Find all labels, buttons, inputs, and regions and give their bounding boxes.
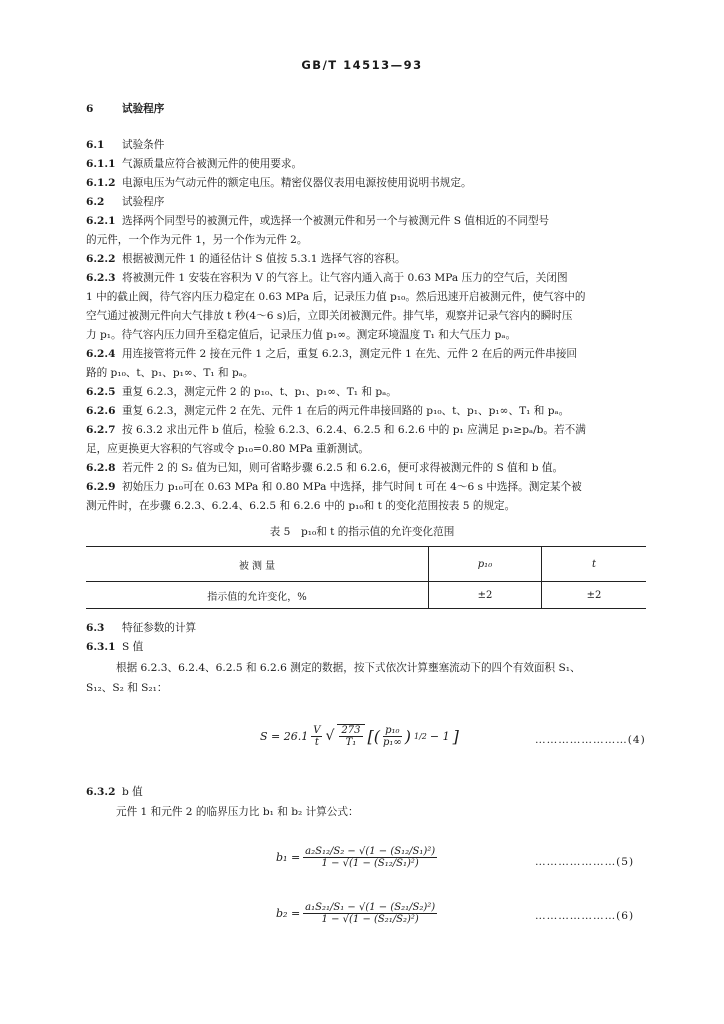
text-line	[86, 156, 648, 172]
clause-number: 6.2.8	[86, 462, 116, 474]
clause-text: 的元件，一个作为元件 1，另一个作为元件 2。	[86, 234, 308, 246]
clause-text: 空气通过被测元件向大气排放 t 秒(4～6 s)后，立即关闭被测元件。排气毕，观察并记录气容内的瞬时压	[86, 310, 573, 322]
text-line	[86, 680, 648, 696]
clause-text: 按 6.3.2 求出元件 b 值后，检验 6.2.3、6.2.4、6.2.5 和 6.2.6 中的 p₁ 应满足 p₁≥pₐ/b。若不满	[122, 424, 586, 436]
clause-text: 试验程序	[122, 196, 165, 208]
clause-text: 气源质量应符合被测元件的使用要求。	[122, 158, 303, 170]
clause-text: b 值	[122, 786, 143, 798]
clause-number: 6.2.2	[86, 253, 116, 265]
tolerance-table	[86, 546, 646, 609]
clause-text: S₁₂、S₂ 和 S₂₁：	[86, 682, 168, 694]
text-line	[86, 620, 648, 636]
clause-text: 若元件 2 的 S₂ 值为已知，则可省略步骤 6.2.5 和 6.2.6，便可求得被测元件的 S 值和 b 值。	[122, 462, 564, 474]
clause-number: 6.1.1	[86, 158, 116, 170]
text-line	[86, 384, 648, 400]
formula-5: b₁ = $\frac{\text{a₂S₁₂/S₂ − √(1 − (S₁₂/S₁)²)}}{\text{1 − √(1 − (S₁₂/S₁)²)}}$	[276, 846, 436, 869]
clause-number: 6.2.1	[86, 215, 116, 227]
clause-text: 选择两个同型号的被测元件，或选择一个被测元件和另一个与被测元件 S 值相近的不同型号	[122, 215, 550, 227]
text-line	[86, 232, 648, 248]
clause-number: 6.2.6	[86, 405, 116, 417]
text-line	[86, 251, 648, 267]
clause-number: 6.2.5	[86, 386, 116, 398]
clause-text: 根据 6.2.3、6.2.4、6.2.5 和 6.2.6 测定的数据，按下式依次计算壅塞流动下的四个有效面积 S₁、	[116, 662, 581, 674]
doc-header: GB/T 14513—93	[301, 58, 423, 72]
clause-number: 6.2.4	[86, 348, 116, 360]
text-line	[86, 289, 648, 305]
text-line	[86, 365, 648, 381]
clause-text: 初始压力 p₁₀可在 0.63 MPa 和 0.80 MPa 中选择，排气时间 t 可在 4～6 s 中选择。测定某个被	[122, 481, 582, 493]
text-line	[86, 327, 648, 343]
clause-text: 特征参数的计算	[122, 622, 197, 634]
table-header: t	[542, 547, 647, 582]
clause-number: 6.2.3	[86, 272, 116, 284]
text-line	[86, 137, 648, 153]
table-header: p₁₀	[429, 547, 542, 582]
formula-6: b₂ = $\frac{\text{a₁S₂₁/S₁ − √(1 − (S₂₁/S₂)²)}}{\text{1 − √(1 − (S₂₁/S₂)²)}}$	[276, 902, 436, 925]
clause-number: 6.2	[86, 196, 105, 208]
clause-text: 路的 p₁₀、t、p₁、p₁∞、T₁ 和 pₐ。	[86, 367, 254, 379]
clause-text: 重复 6.2.3，测定元件 2 的 p₁₀、t、p₁、p₁∞、T₁ 和 pₐ。	[122, 386, 397, 398]
clause-number: 6.3	[86, 622, 105, 634]
clause-number: 6.3.1	[86, 641, 116, 653]
clause-text: 1 中的截止阀，待气容内压力稳定在 0.63 MPa 后，记录压力值 p₁₀。然后迅速开启被测元件，使气容中的	[86, 291, 586, 303]
text-line	[86, 346, 648, 362]
clause-text: 电源电压为气动元件的额定电压。精密仪器仪表用电源按使用说明书规定。	[122, 177, 472, 189]
clause-text: 测元件时，在步骤 6.2.3、6.2.4、6.2.5 和 6.2.6 中的 p₁₀和 t 的变化范围按表 5 的规定。	[86, 500, 516, 512]
clause-number: 6.2.9	[86, 481, 116, 493]
text-line	[86, 213, 648, 229]
text-line	[86, 175, 648, 191]
clause-text: S 值	[122, 641, 144, 653]
table-header: 被 测 量	[86, 547, 429, 582]
equation-number: …………………(6)	[535, 910, 635, 922]
text-line	[86, 403, 648, 419]
table-cell: ±2	[542, 582, 647, 609]
text-line	[86, 460, 648, 476]
text-line	[86, 194, 648, 210]
table-caption: 表 5 p₁₀和 t 的指示值的允许变化范围	[269, 526, 455, 538]
equation-number: ……………………(4)	[535, 734, 646, 746]
clause-text: 重复 6.2.3，测定元件 2 在先、元件 1 在后的两元件串接回路的 p₁₀、t、p₁、p₁∞、T₁ 和 pₐ。	[122, 405, 570, 417]
text-line	[116, 804, 678, 820]
clause-number: 6.2.7	[86, 424, 116, 436]
clause-text: 试验条件	[122, 139, 165, 151]
clause-text: 力 p₁。待气容内压力回升至稳定值后，记录压力值 p₁∞。测定环境温度 T₁ 和大气压力 pₐ。	[86, 329, 517, 341]
clause-text: 足，应更换更大容积的气容或令 p₁₀=0.80 MPa 重新测试。	[86, 443, 369, 455]
section-heading: 6 试验程序	[86, 103, 165, 115]
text-line	[86, 498, 648, 514]
clause-text: 元件 1 和元件 2 的临界压力比 b₁ 和 b₂ 计算公式：	[116, 806, 359, 818]
text-line	[86, 441, 648, 457]
clause-text: 根据被测元件 1 的通径估计 S 值按 5.3.1 选择气容的容积。	[122, 253, 406, 265]
table-cell: ±2	[429, 582, 542, 609]
text-line	[86, 270, 648, 286]
clause-text: 用连接管将元件 2 接在元件 1 之后，重复 6.2.3，测定元件 1 在先、元件 2 在后的两元件串接回	[122, 348, 578, 360]
text-line	[86, 784, 648, 800]
clause-number: 6.3.2	[86, 786, 116, 798]
text-line	[86, 639, 648, 655]
formula-4: S = 26.1 $\frac{V}{t}$ √ $\frac{273}{\text{T₁}}$ [( $\frac{\text{p₁₀}}{\text{p₁∞}}$ ) 1/2 − 1 ]	[260, 724, 459, 748]
clause-number: 6.1.2	[86, 177, 116, 189]
clause-text: 将被测元件 1 安装在容积为 V 的气容上。让气容内通入高于 0.63 MPa 压力的空气后，关闭图	[122, 272, 568, 284]
text-line	[116, 660, 678, 676]
text-line	[86, 479, 648, 495]
text-line	[86, 422, 648, 438]
equation-number: …………………(5)	[535, 856, 635, 868]
text-line	[86, 308, 648, 324]
clause-number: 6.1	[86, 139, 105, 151]
table-cell: 指示值的允许变化，%	[86, 582, 429, 609]
